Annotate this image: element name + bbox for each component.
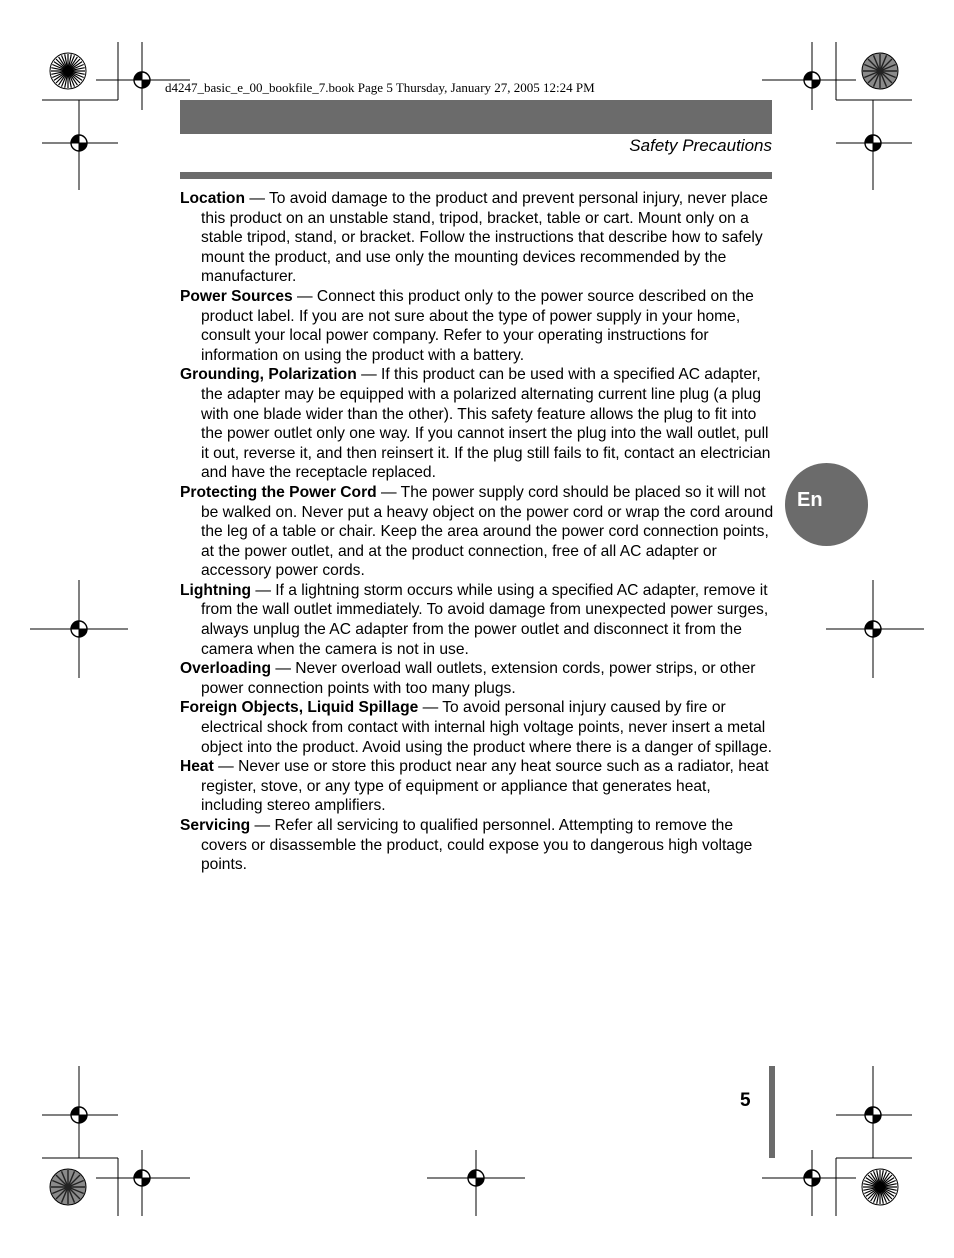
item-term: Power Sources <box>180 287 293 305</box>
item-term: Lightning <box>180 581 252 599</box>
item-text: — To avoid personal injury caused by fire or electrical shock from contact with internal high voltage points, never insert a metal object into the product. Avoid using the product where there is a danger of spillage. <box>201 699 772 756</box>
page-number: 5 <box>740 1090 751 1111</box>
header-rule <box>180 172 772 179</box>
list-item <box>180 816 774 875</box>
list-item <box>180 581 774 659</box>
item-term: Location <box>180 190 245 207</box>
list-item <box>180 698 774 757</box>
list-item <box>180 189 774 287</box>
language-tab-label: En <box>797 489 823 511</box>
item-text: — The power supply cord should be placed so it will not be walked on. Never put a heavy object on the power cord or wrap the cord around the leg of a table or chair. Keep the area around the power cord connection points, at the power outlet, and at the product connection, free of all AC adapter or accessory power cords. <box>201 483 774 580</box>
language-tab <box>785 463 868 546</box>
list-item <box>180 483 774 581</box>
section-title: Safety Precautions <box>629 136 772 155</box>
item-text: — Never use or store this product near any heat source such as a radiator, heat register, stove, or any type of equipment or appliance that generates heat, including stereo amplifiers. <box>201 758 769 815</box>
item-term: Servicing <box>180 817 251 834</box>
item-term: Foreign Objects, Liquid Spillage <box>180 699 419 717</box>
list-item <box>180 365 774 483</box>
book-file-info: d4247_basic_e_00_bookfile_7.book Page 5 Thursday, January 27, 2005 12:24 PM <box>165 80 595 95</box>
header-bar <box>180 100 772 134</box>
item-term: Heat <box>180 758 214 776</box>
item-text: — Never overload wall outlets, extension cords, power strips, or other power connection points with too many plugs. <box>201 660 756 697</box>
item-text: — To avoid damage to the product and prevent personal injury, never place this product on an unstable stand, tripod, bracket, table or cart. Mount only on a stable tripod, stand, or bracket. Follow the instructions that describe how to safely mount the product, and use only the mounting devices recommended by the manufacturer. <box>201 190 768 286</box>
safety-precautions-list <box>180 189 774 875</box>
page-number-bar <box>769 1066 775 1158</box>
item-text: — If this product can be used with a specified AC adapter, the adapter may be equipped with a polarized alternating current line plug (a plug with one blade wider than the other). This safety feature allows the plug to fit into the power outlet only one way. If you cannot insert the plug into the wall outlet, pull it out, reverse it, and then reinsert it. If the plug still fails to fit, contact an electrician and have the receptacle replaced. <box>201 366 771 482</box>
item-text: — If a lightning storm occurs while using a specified AC adapter, remove it from the wall outlet immediately. To avoid damage from unexpected power surges, always unplug the AC adapter from the power outlet and disconnect it from the camera when the camera is not in use. <box>201 581 769 658</box>
item-text: — Refer all servicing to qualified personnel. Attempting to remove the covers or disassemble the product, could expose you to dangerous high voltage points. <box>201 817 753 874</box>
item-term: Overloading <box>180 660 271 678</box>
item-text: — Connect this product only to the power source described on the product label. If you are not sure about the type of power supply in your home, consult your local power company. Refer to your operating instructions for information on using the product with a battery. <box>201 287 754 364</box>
list-item <box>180 659 774 698</box>
item-term: Protecting the Power Cord <box>180 483 377 501</box>
list-item <box>180 757 774 816</box>
list-item <box>180 287 774 365</box>
item-term: Grounding, Polarization <box>180 366 357 384</box>
